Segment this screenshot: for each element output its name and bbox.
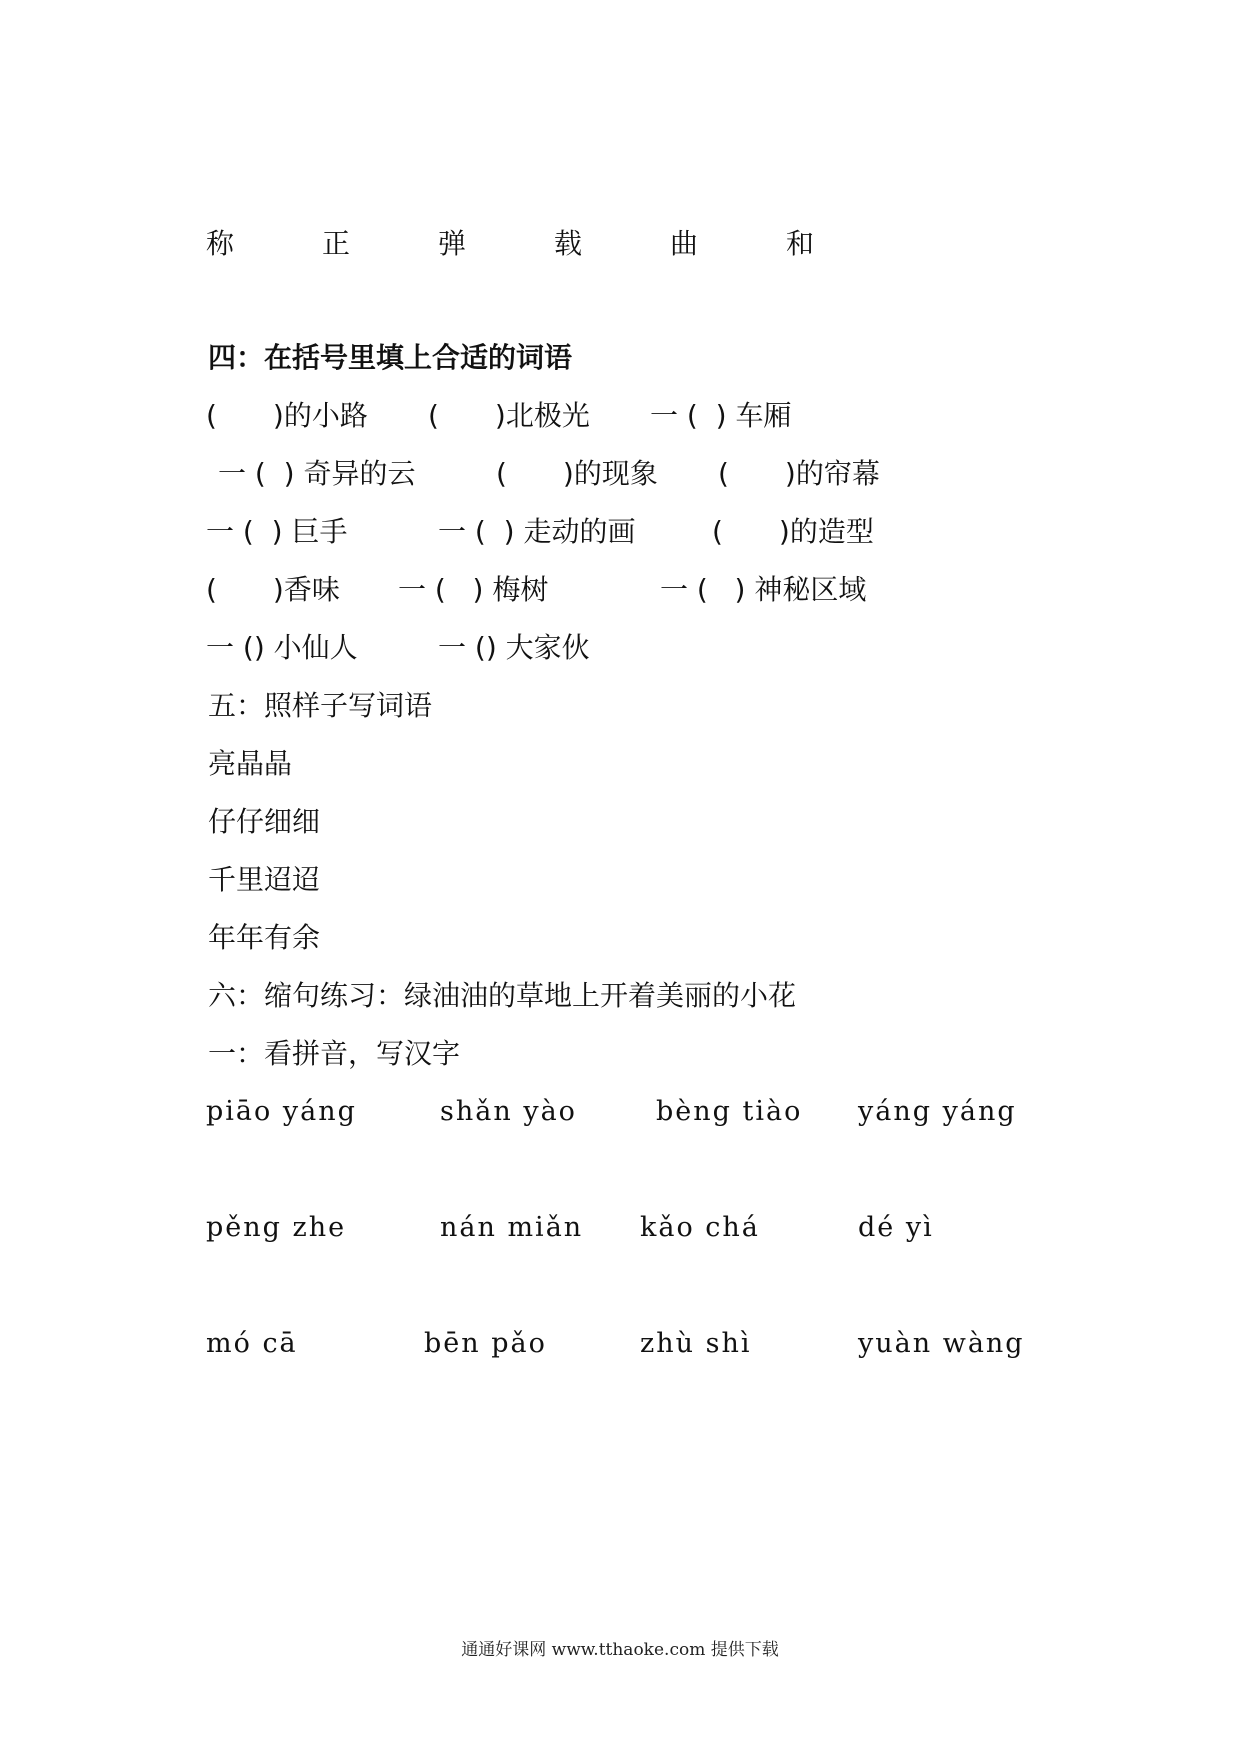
fill-item: 一 ( ) 奇异的云 [218, 457, 416, 490]
pinyin-item: bēn pǎo [424, 1328, 547, 1359]
fill-item: 一 ( ) 走动的画 [438, 515, 636, 548]
pinyin-item: zhù shì [640, 1328, 752, 1359]
fill-item: ( )的造型 [712, 515, 874, 548]
fill-item: ( )的现象 [496, 457, 658, 490]
pinyin-item: yuàn wàng [858, 1328, 1025, 1359]
example-word: 仔仔细细 [208, 805, 321, 838]
pinyin-item: kǎo chá [640, 1212, 760, 1243]
pinyin-item: piāo yáng [206, 1096, 357, 1127]
char-item: 称 [206, 227, 235, 260]
example-word: 千里迢迢 [208, 863, 321, 896]
section-5-title: 五：照样子写词语 [208, 689, 433, 722]
fill-item: 一 () 大家伙 [438, 631, 590, 664]
pinyin-item: yáng yáng [858, 1096, 1017, 1127]
pinyin-item: bèng tiào [656, 1096, 803, 1127]
char-item: 正 [322, 227, 351, 260]
char-item: 曲 [670, 227, 699, 260]
fill-item: 一 ( ) 梅树 [398, 573, 549, 606]
fill-item: 一 () 小仙人 [206, 631, 358, 664]
fill-item: 一 ( ) 巨手 [206, 515, 348, 548]
section-1-title: 一：看拼音，写汉字 [208, 1037, 461, 1070]
footer-text: 通通好课网 www.tthaoke.com 提供下载 [461, 1640, 779, 1660]
char-item: 弹 [438, 227, 467, 260]
fill-item: ( )的帘幕 [718, 457, 880, 490]
section-4-title: 四：在括号里填上合适的词语 [208, 341, 573, 374]
char-item: 和 [786, 227, 815, 260]
fill-item: 一 ( ) 车厢 [650, 399, 792, 432]
char-item: 载 [554, 227, 583, 260]
fill-item: 一 ( ) 神秘区域 [660, 573, 867, 606]
fill-item: ( )香味 [206, 573, 340, 606]
fill-item: ( )北极光 [428, 399, 590, 432]
example-word: 年年有余 [208, 921, 321, 954]
pinyin-item: mó cā [206, 1328, 298, 1359]
pinyin-item: pěng zhe [206, 1212, 347, 1243]
pinyin-item: nán miǎn [440, 1212, 584, 1243]
example-word: 亮晶晶 [208, 747, 293, 780]
section-6-title: 六：缩句练习：绿油油的草地上开着美丽的小花 [208, 979, 797, 1012]
pinyin-item: dé yì [858, 1212, 934, 1243]
fill-item: ( )的小路 [206, 399, 368, 432]
pinyin-item: shǎn yào [440, 1096, 577, 1127]
